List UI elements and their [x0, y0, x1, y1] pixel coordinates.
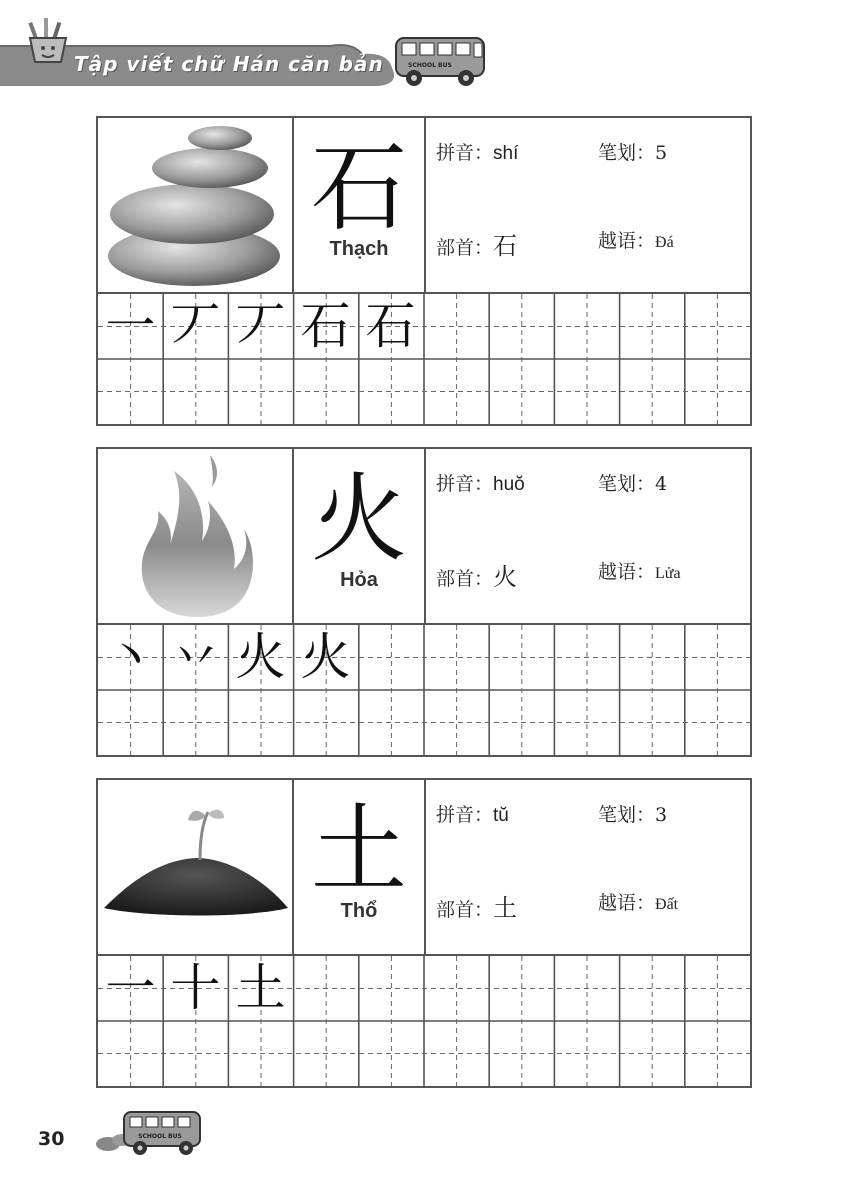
- pencil-cup-icon: [26, 18, 70, 64]
- radical-label: 部首：: [436, 899, 494, 921]
- stroke-step: 土: [235, 959, 286, 1017]
- bus-label: SCHOOL BUS: [138, 1133, 182, 1140]
- vietnamese-label: 越语：: [598, 230, 656, 252]
- meaning-field: [598, 888, 678, 915]
- radical-label: 部首：: [436, 568, 494, 590]
- stroke-step: 火: [300, 628, 351, 686]
- soil-sprout-photo: [98, 780, 294, 954]
- bus-label: SCHOOL BUS: [408, 62, 452, 69]
- stones-photo: [98, 118, 294, 292]
- radical-field: [436, 557, 517, 592]
- vietnamese-label: 越语：: [598, 892, 656, 914]
- strokes-value: 4: [655, 473, 668, 495]
- school-bus-icon: [94, 1108, 204, 1158]
- practice-grid: [98, 625, 750, 755]
- meaning-field: [598, 226, 674, 253]
- pinyin-field: [436, 138, 518, 165]
- radical-value: 火: [493, 563, 518, 591]
- character-card-earth: [96, 778, 752, 1088]
- pinyin-value: shí: [493, 143, 519, 164]
- school-bus-icon: [392, 34, 492, 90]
- strokes-field: [598, 800, 667, 827]
- page-number: 30: [38, 1128, 65, 1150]
- stroke-step: 丆: [170, 297, 221, 355]
- radical-field: [436, 226, 517, 261]
- stroke-step: 一: [105, 959, 156, 1017]
- meaning-value: Lửa: [655, 565, 681, 582]
- pinyin-value: tŭ: [493, 805, 509, 826]
- strokes-field: [598, 469, 667, 496]
- character-card-stone: [96, 116, 752, 426]
- pinyin-value: huŏ: [493, 474, 525, 495]
- stroke-step: 丆: [235, 297, 286, 355]
- vietnamese-reading: Hỏa: [340, 569, 378, 591]
- pinyin-label: 拼音：: [436, 142, 494, 164]
- practice-grid: [98, 294, 750, 424]
- radical-field: [436, 888, 517, 923]
- meaning-value: Đất: [655, 896, 679, 913]
- meaning-value: Đá: [655, 234, 674, 251]
- strokes-label: 笔划：: [598, 142, 656, 164]
- stroke-step: 石: [365, 297, 416, 355]
- vietnamese-reading: Thạch: [329, 238, 389, 260]
- main-character: 石: [311, 132, 407, 244]
- stroke-step: 一: [105, 297, 156, 355]
- radical-value: 石: [493, 232, 518, 260]
- pinyin-field: [436, 469, 525, 496]
- stroke-step: 丷: [170, 628, 221, 686]
- meaning-field: [598, 557, 681, 584]
- vietnamese-label: 越语：: [598, 561, 656, 583]
- character-card-fire: [96, 447, 752, 757]
- strokes-value: 5: [655, 142, 668, 164]
- stroke-step: 火: [235, 628, 286, 686]
- radical-value: 土: [493, 894, 518, 922]
- strokes-label: 笔划：: [598, 473, 656, 495]
- strokes-value: 3: [655, 804, 668, 826]
- main-character: 土: [311, 794, 407, 906]
- main-character: 火: [311, 463, 407, 575]
- strokes-field: [598, 138, 667, 165]
- strokes-label: 笔划：: [598, 804, 656, 826]
- vietnamese-reading: Thổ: [340, 900, 378, 922]
- practice-grid: [98, 956, 750, 1086]
- fire-photo: [98, 449, 294, 623]
- radical-label: 部首：: [436, 237, 494, 259]
- stroke-step: 石: [300, 297, 351, 355]
- pinyin-label: 拼音：: [436, 804, 494, 826]
- stroke-step: 丶: [105, 628, 156, 686]
- pinyin-field: [436, 800, 509, 827]
- page-header-title: Tập viết chữ Hán căn bản: [74, 52, 384, 76]
- pinyin-label: 拼音：: [436, 473, 494, 495]
- stroke-step: 十: [170, 959, 221, 1017]
